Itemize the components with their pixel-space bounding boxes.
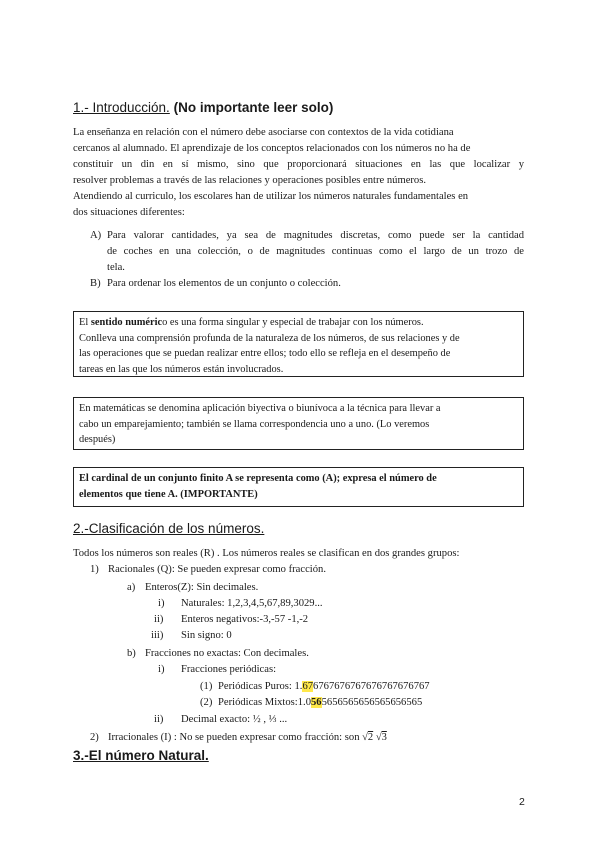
enteros-marker: a) bbox=[127, 582, 136, 593]
box2-line-2: cabo un emparejamiento; también se llama correspondencia uno a uno. (Lo veremos bbox=[79, 418, 430, 430]
item-a-line-2: de coches en una colección, o de magnitudes continuas como el largo de un trozo de bbox=[107, 246, 524, 257]
sqrt-2: √2 bbox=[362, 732, 374, 743]
intro-line-1: La enseñanza en relación con el número debe asociarse con contextos de la vida cotidiana bbox=[73, 127, 454, 138]
periodicas-puros: Periódicas Puros: 1.676767676767676767676767 bbox=[218, 681, 430, 692]
box2-line-1: En matemáticas se denomina aplicación biyectiva o biunívoca a la técnica para llevar a bbox=[79, 403, 441, 414]
fracciones: Fracciones no exactas: Con decimales. bbox=[145, 648, 309, 659]
item-a-marker: A) bbox=[90, 230, 102, 241]
sqrt-3: √3 bbox=[375, 732, 387, 743]
mixtos-highlight: 56 bbox=[311, 697, 322, 708]
periodicas-marker: i) bbox=[158, 664, 165, 675]
intro-paragraph bbox=[73, 125, 524, 221]
intro-line-2: cercanos al alumnado. El aprendizaje de los conceptos relacionados con los números no ha de bbox=[73, 143, 471, 154]
box1-bold-term: sentido numéric bbox=[90, 317, 163, 328]
item-a-line-1: Para valorar cantidades, ya sea de magnitudes discretas, como puede ser la cantidad bbox=[107, 230, 524, 241]
intro-line-3: constituir un din en sí mismo, sino que proporcionará situaciones en las que localizar y bbox=[73, 159, 524, 170]
irracionales-marker: 2) bbox=[90, 732, 99, 743]
section-3-heading bbox=[73, 748, 209, 763]
section-2-title: 2.-Clasificación de los números. bbox=[73, 521, 265, 536]
box1-line-3: las operaciones que se puedan realizar entre ellos; todo ello se refleja en el desempeño de bbox=[79, 348, 451, 359]
box2-line-3: después) bbox=[79, 434, 116, 445]
box1-line-1: El sentido numérico es una forma singular y especial de trabajar con los números. bbox=[79, 317, 424, 328]
box3-line-2: elementos que tiene A. (IMPORTANTE) bbox=[79, 488, 258, 500]
section-1-note: (No importante leer solo) bbox=[173, 100, 334, 115]
mixtos-marker: (2) bbox=[200, 697, 213, 708]
sentido-numerico-box bbox=[73, 311, 524, 377]
periodicas: Fracciones periódicas: bbox=[181, 664, 277, 675]
section-2-heading bbox=[73, 521, 264, 536]
irracionales: Irracionales (I) : No se pueden expresar como fracción: son √2 √3 bbox=[108, 732, 387, 743]
section-1-heading bbox=[73, 100, 333, 115]
fracciones-marker: b) bbox=[127, 648, 136, 659]
section-1-title: 1.- Introducción. bbox=[73, 100, 170, 115]
item-b-marker: B) bbox=[90, 278, 101, 289]
intro-line-4: resolver problemas a través de las relaciones y operaciones posibles entre números. bbox=[73, 175, 426, 186]
naturales-marker: i) bbox=[158, 598, 165, 609]
periodicas-mixtos: Periódicas Mixtos:1.0565656565656565656565 bbox=[218, 697, 423, 708]
decimal-exacto: Decimal exacto: ½ , ⅓ ... bbox=[181, 714, 288, 725]
racionales: Racionales (Q): Se pueden expresar como fracción. bbox=[108, 564, 326, 575]
box1-line-4: tareas en las que los números están involucrados. bbox=[79, 363, 284, 375]
box3-line-1: El cardinal de un conjunto finito A se representa como (A); expresa el número de bbox=[79, 473, 437, 484]
racionales-marker: 1) bbox=[90, 564, 99, 575]
naturales: Naturales: 1,2,3,4,5,67,89,3029... bbox=[181, 598, 323, 609]
puros-highlight: 67 bbox=[302, 681, 314, 692]
sin-signo: Sin signo: 0 bbox=[181, 630, 232, 641]
biyectiva-box bbox=[73, 397, 524, 450]
classification-intro: Todos los números son reales (R) . Los números reales se clasifican en dos grandes grupos: bbox=[73, 548, 460, 559]
exacto-marker: ii) bbox=[154, 714, 164, 725]
negativos: Enteros negativos:-3,-57 -1,-2 bbox=[181, 614, 309, 625]
puros-marker: (1) bbox=[200, 681, 213, 692]
intro-line-5: Atendiendo al curriculo, los escolares han de utilizar los números naturales fundamentales en bbox=[73, 191, 469, 202]
item-a-line-3: tela. bbox=[107, 262, 125, 273]
sin-signo-marker: iii) bbox=[151, 630, 164, 641]
item-a bbox=[107, 228, 524, 276]
negativos-marker: ii) bbox=[154, 614, 164, 625]
intro-line-6: dos situaciones diferentes: bbox=[73, 207, 185, 218]
cardinal-box bbox=[73, 467, 524, 507]
box1-line-2: Conlleva una comprensión profunda de la naturaleza de los números, de sus relaciones y de bbox=[79, 332, 460, 344]
page-number: 2 bbox=[519, 796, 525, 808]
section-3-title: 3.-El número Natural. bbox=[73, 748, 209, 763]
item-b: Para ordenar los elementos de un conjunto o colección. bbox=[107, 278, 341, 289]
enteros: Enteros(Z): Sin decimales. bbox=[145, 582, 259, 593]
